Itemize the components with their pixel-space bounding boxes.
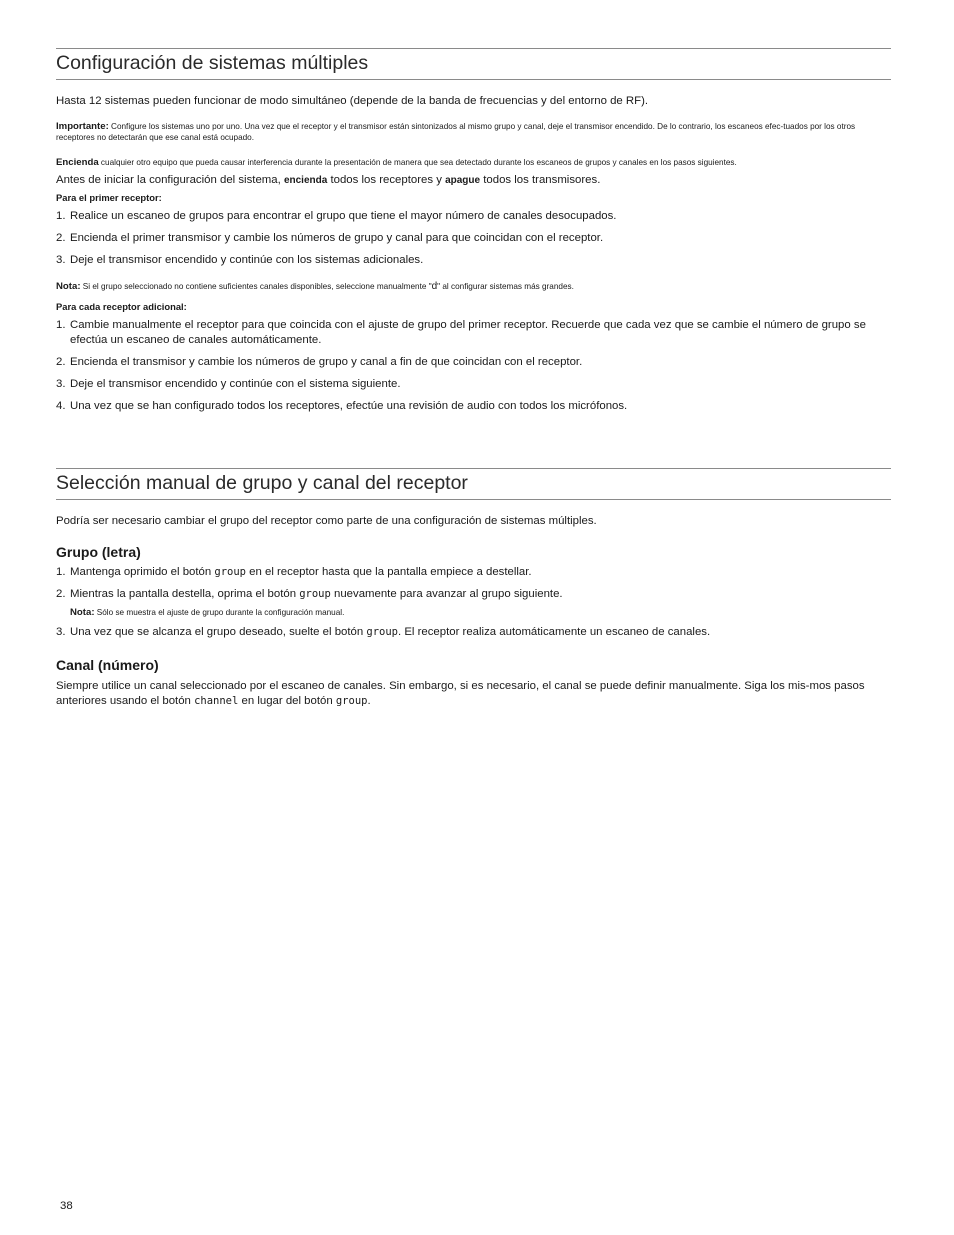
step-text — [70, 625, 891, 640]
step-text: Deje el transmisor encendido y continúe con el sistema siguiente. — [70, 378, 401, 390]
encienda-text: cualquier otro equipo que pueda causar interferencia durante la presentación de manera que sea detectado durante los escaneos de grupos y canales en los pasos siguientes. — [98, 158, 737, 167]
group-steps-continued — [56, 625, 891, 640]
step-number: 2. — [56, 588, 66, 600]
note-text-a: Si el grupo seleccionado no contiene suficientes canales disponibles, seleccione manualmente " — [80, 282, 432, 291]
important-text: Configure los sistemas uno por uno. Una vez que el receptor y el transmisor están sintonizados al mismo grupo y canal, deje el transmisor encendido. De lo contrario, los escaneos efec-tuados por los otros receptores no detectarán que ese canal está ocupado. — [56, 122, 856, 142]
before-text-d: apague — [445, 175, 481, 186]
first-receiver-steps — [56, 209, 891, 268]
first-receiver-label: Para el primer receptor: — [56, 192, 162, 203]
step-text — [70, 565, 891, 580]
step-text-a: Mientras la pantalla destella, oprima el botón — [70, 588, 300, 600]
group-button-code: group — [299, 588, 331, 600]
step-text-b: en el receptor hasta que la pantalla empiece a destellar. — [245, 566, 532, 578]
channel-text-b: en lugar del botón — [238, 695, 336, 707]
step-text: Deje el transmisor encendido y continúe con los sistemas adicionales. — [70, 254, 424, 266]
before-setup-text — [56, 173, 891, 188]
note-text: Sólo se muestra el ajuste de grupo durante la configuración manual. — [94, 608, 345, 617]
page-number: 38 — [60, 1200, 73, 1212]
channel-text — [56, 679, 891, 709]
note-text-d: d — [431, 281, 438, 292]
list-item — [56, 565, 891, 580]
step-number: 2. — [56, 232, 66, 244]
section-header-manual-selection — [56, 468, 891, 500]
channel-text-a: Siempre utilice un canal seleccionado por el escaneo de canales. Sin embargo, si es necesario, el canal se puede definir manualmente. Siga los mis-mos pasos anteriores usando el botón — [56, 680, 865, 707]
step-text: Encienda el primer transmisor y cambie los números de grupo y canal para que coincidan con el receptor. — [70, 232, 604, 244]
group-button-code: group — [335, 695, 368, 707]
section-header-multiple-systems — [56, 48, 891, 80]
page-content — [56, 0, 891, 709]
note-label: Nota: — [70, 607, 95, 618]
intro-text: Hasta 12 sistemas pueden funcionar de modo simultáneo (depende de la banda de frecuencias y del entorno de RF). — [56, 95, 649, 107]
encienda-label: Encienda — [56, 157, 99, 168]
list-item — [56, 355, 891, 370]
step-number: 3. — [56, 378, 66, 390]
step-text: Una vez que se han configurado todos los receptores, efectúe una revisión de audio con todos los micrófonos. — [70, 400, 628, 412]
group-button-code: group — [214, 566, 246, 578]
step-text-a: Mantenga oprimido el botón — [70, 566, 215, 578]
list-item — [56, 625, 891, 640]
step-text-a: Una vez que se alcanza el grupo deseado, suelte el botón — [70, 626, 367, 638]
list-item — [56, 399, 891, 414]
group-note — [56, 281, 891, 292]
group-heading: Grupo (letra) — [56, 544, 141, 560]
step-text: Cambie manualmente el receptor para que coincida con el ajuste de grupo del primer receptor. Recuerde que cada vez que se cambie el número de grupo se efectúa un escaneo de canales automáticamente. — [70, 319, 866, 346]
list-item — [56, 253, 891, 268]
step-number: 1. — [56, 319, 66, 331]
important-label: Importante: — [56, 121, 109, 132]
step-text: Encienda el transmisor y cambie los números de grupo y canal a fin de que coincidan con el receptor. — [70, 356, 583, 368]
group-button-code: group — [366, 626, 398, 638]
before-text-e: todos los transmisores. — [480, 174, 601, 186]
section2-intro: Podría ser necesario cambiar el grupo del receptor como parte de una configuración de sistemas múltiples. — [56, 515, 597, 527]
step-text — [70, 587, 891, 602]
step-number: 1. — [56, 566, 66, 578]
channel-heading: Canal (número) — [56, 657, 159, 673]
list-item — [56, 209, 891, 224]
encienda-note — [56, 157, 891, 168]
important-note — [56, 121, 891, 143]
before-text-a: Antes de iniciar la configuración del sistema, — [56, 174, 284, 186]
step-text-b: nuevamente para avanzar al grupo siguiente. — [330, 588, 563, 600]
list-item — [56, 318, 891, 348]
note-label: Nota: — [56, 281, 81, 292]
manual-note — [56, 607, 891, 618]
note-text-b: " al configurar sistemas más grandes. — [437, 282, 574, 291]
step-text-b: . El receptor realiza automáticamente un escaneo de canales. — [397, 626, 711, 638]
each-receiver-label: Para cada receptor adicional: — [56, 301, 187, 312]
before-text-c: todos los receptores y — [327, 174, 446, 186]
step-text: Realice un escaneo de grupos para encontrar el grupo que tiene el mayor número de canales desocupados. — [70, 210, 617, 222]
each-receiver-steps — [56, 318, 891, 414]
group-steps — [56, 565, 891, 602]
channel-button-code: channel — [194, 695, 239, 707]
channel-text-c: . — [367, 695, 371, 707]
step-number: 4. — [56, 400, 66, 412]
before-text-b: encienda — [283, 175, 328, 186]
list-item — [56, 377, 891, 392]
list-item — [56, 587, 891, 602]
step-number: 1. — [56, 210, 66, 222]
section-title: Configuración de sistemas múltiples — [56, 52, 369, 74]
list-item — [56, 231, 891, 246]
step-number: 3. — [56, 626, 66, 638]
step-number: 2. — [56, 356, 66, 368]
step-number: 3. — [56, 254, 66, 266]
section-title: Selección manual de grupo y canal del receptor — [56, 472, 468, 494]
